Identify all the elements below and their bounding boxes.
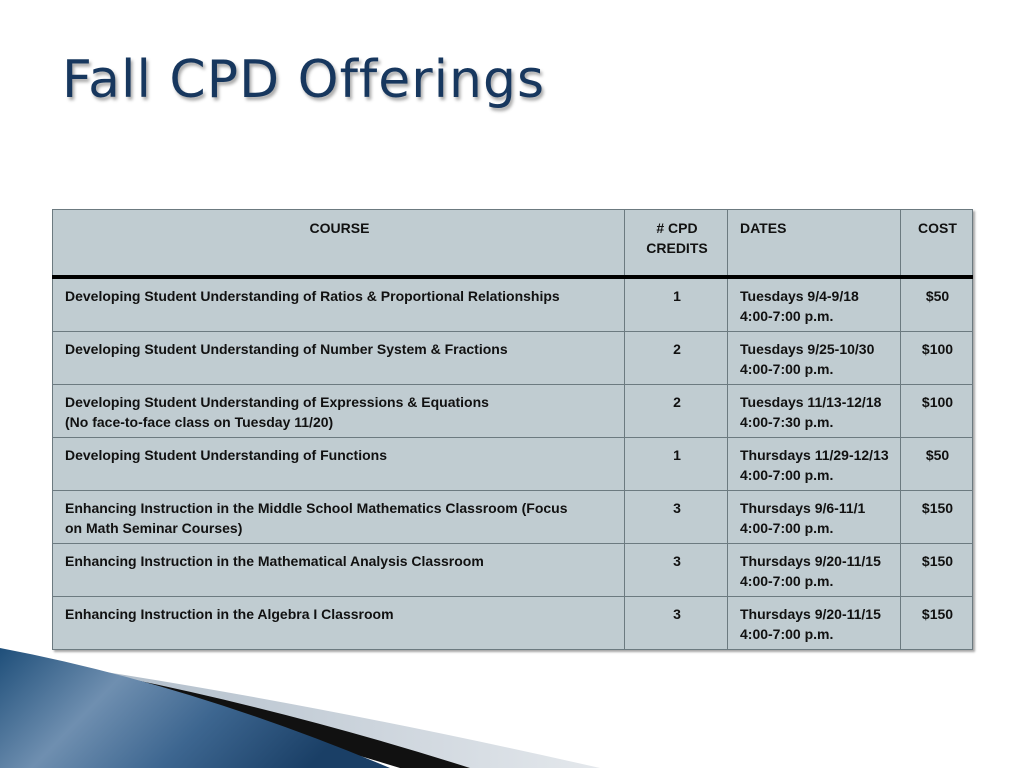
credits-cell: 2 (625, 385, 728, 438)
dates-time: 4:00-7:00 p.m. (740, 467, 834, 483)
dates-time: 4:00-7:00 p.m. (740, 520, 834, 536)
cost-cell: $150 (901, 597, 973, 650)
course-note: (No face-to-face class on Tuesday 11/20) (65, 414, 334, 430)
cpd-offerings-table (52, 209, 973, 650)
dates-time: 4:00-7:00 p.m. (740, 626, 834, 642)
course-cell (53, 438, 625, 491)
dates-days: Thursdays 9/20-11/15 (740, 553, 881, 569)
dates-cell (728, 277, 901, 332)
course-cell (53, 332, 625, 385)
course-name-continued: on Math Seminar Courses) (65, 520, 243, 536)
course-name: Developing Student Understanding of Ratios & Proportional Relationships (65, 288, 560, 304)
table-header (53, 210, 973, 278)
course-name: Developing Student Understanding of Expressions & Equations (65, 394, 489, 410)
dates-time: 4:00-7:30 p.m. (740, 414, 834, 430)
dates-time: 4:00-7:00 p.m. (740, 361, 834, 377)
header-credits (625, 210, 728, 278)
slide-title: Fall CPD Offerings (62, 50, 546, 110)
table-row (53, 385, 973, 438)
course-name: Enhancing Instruction in the Algebra I Classroom (65, 606, 394, 622)
header-dates: DATES (728, 210, 901, 278)
table-row (53, 438, 973, 491)
course-cell (53, 544, 625, 597)
swoosh-blue-band (0, 648, 390, 768)
table-row (53, 332, 973, 385)
dates-days: Tuesdays 9/25-10/30 (740, 341, 875, 357)
dates-days: Thursdays 11/29-12/13 (740, 447, 889, 463)
cost-cell: $50 (901, 438, 973, 491)
table-row (53, 277, 973, 332)
header-credits-line1: # CPD (656, 220, 698, 236)
dates-cell (728, 544, 901, 597)
header-row (53, 210, 973, 278)
course-cell (53, 491, 625, 544)
cost-cell: $150 (901, 491, 973, 544)
header-course: COURSE (53, 210, 625, 278)
cpd-offerings-table-container (52, 209, 973, 650)
table-row (53, 544, 973, 597)
header-credits-line2: CREDITS (646, 240, 708, 256)
credits-cell: 3 (625, 544, 728, 597)
dates-cell (728, 491, 901, 544)
dates-cell (728, 438, 901, 491)
dates-cell (728, 385, 901, 438)
cost-cell: $100 (901, 332, 973, 385)
dates-days: Tuesdays 9/4-9/18 (740, 288, 859, 304)
credits-cell: 1 (625, 277, 728, 332)
credits-cell: 1 (625, 438, 728, 491)
dates-days: Thursdays 9/6-11/1 (740, 500, 866, 516)
dates-time: 4:00-7:00 p.m. (740, 308, 834, 324)
course-cell (53, 277, 625, 332)
course-name: Enhancing Instruction in the Middle School Mathematics Classroom (Focus (65, 500, 568, 516)
table-body (53, 277, 973, 650)
dates-cell (728, 332, 901, 385)
course-cell (53, 385, 625, 438)
course-name: Enhancing Instruction in the Mathematical Analysis Classroom (65, 553, 484, 569)
credits-cell: 3 (625, 597, 728, 650)
corner-swoosh-graphic (0, 640, 1024, 768)
dates-time: 4:00-7:00 p.m. (740, 573, 834, 589)
dates-days: Tuesdays 11/13-12/18 (740, 394, 882, 410)
credits-cell: 2 (625, 332, 728, 385)
cost-cell: $100 (901, 385, 973, 438)
course-name: Developing Student Understanding of Functions (65, 447, 387, 463)
credits-cell: 3 (625, 491, 728, 544)
course-name: Developing Student Understanding of Number System & Fractions (65, 341, 508, 357)
cost-cell: $50 (901, 277, 973, 332)
cost-cell: $150 (901, 544, 973, 597)
dates-days: Thursdays 9/20-11/15 (740, 606, 881, 622)
header-cost: COST (901, 210, 973, 278)
table-row (53, 491, 973, 544)
